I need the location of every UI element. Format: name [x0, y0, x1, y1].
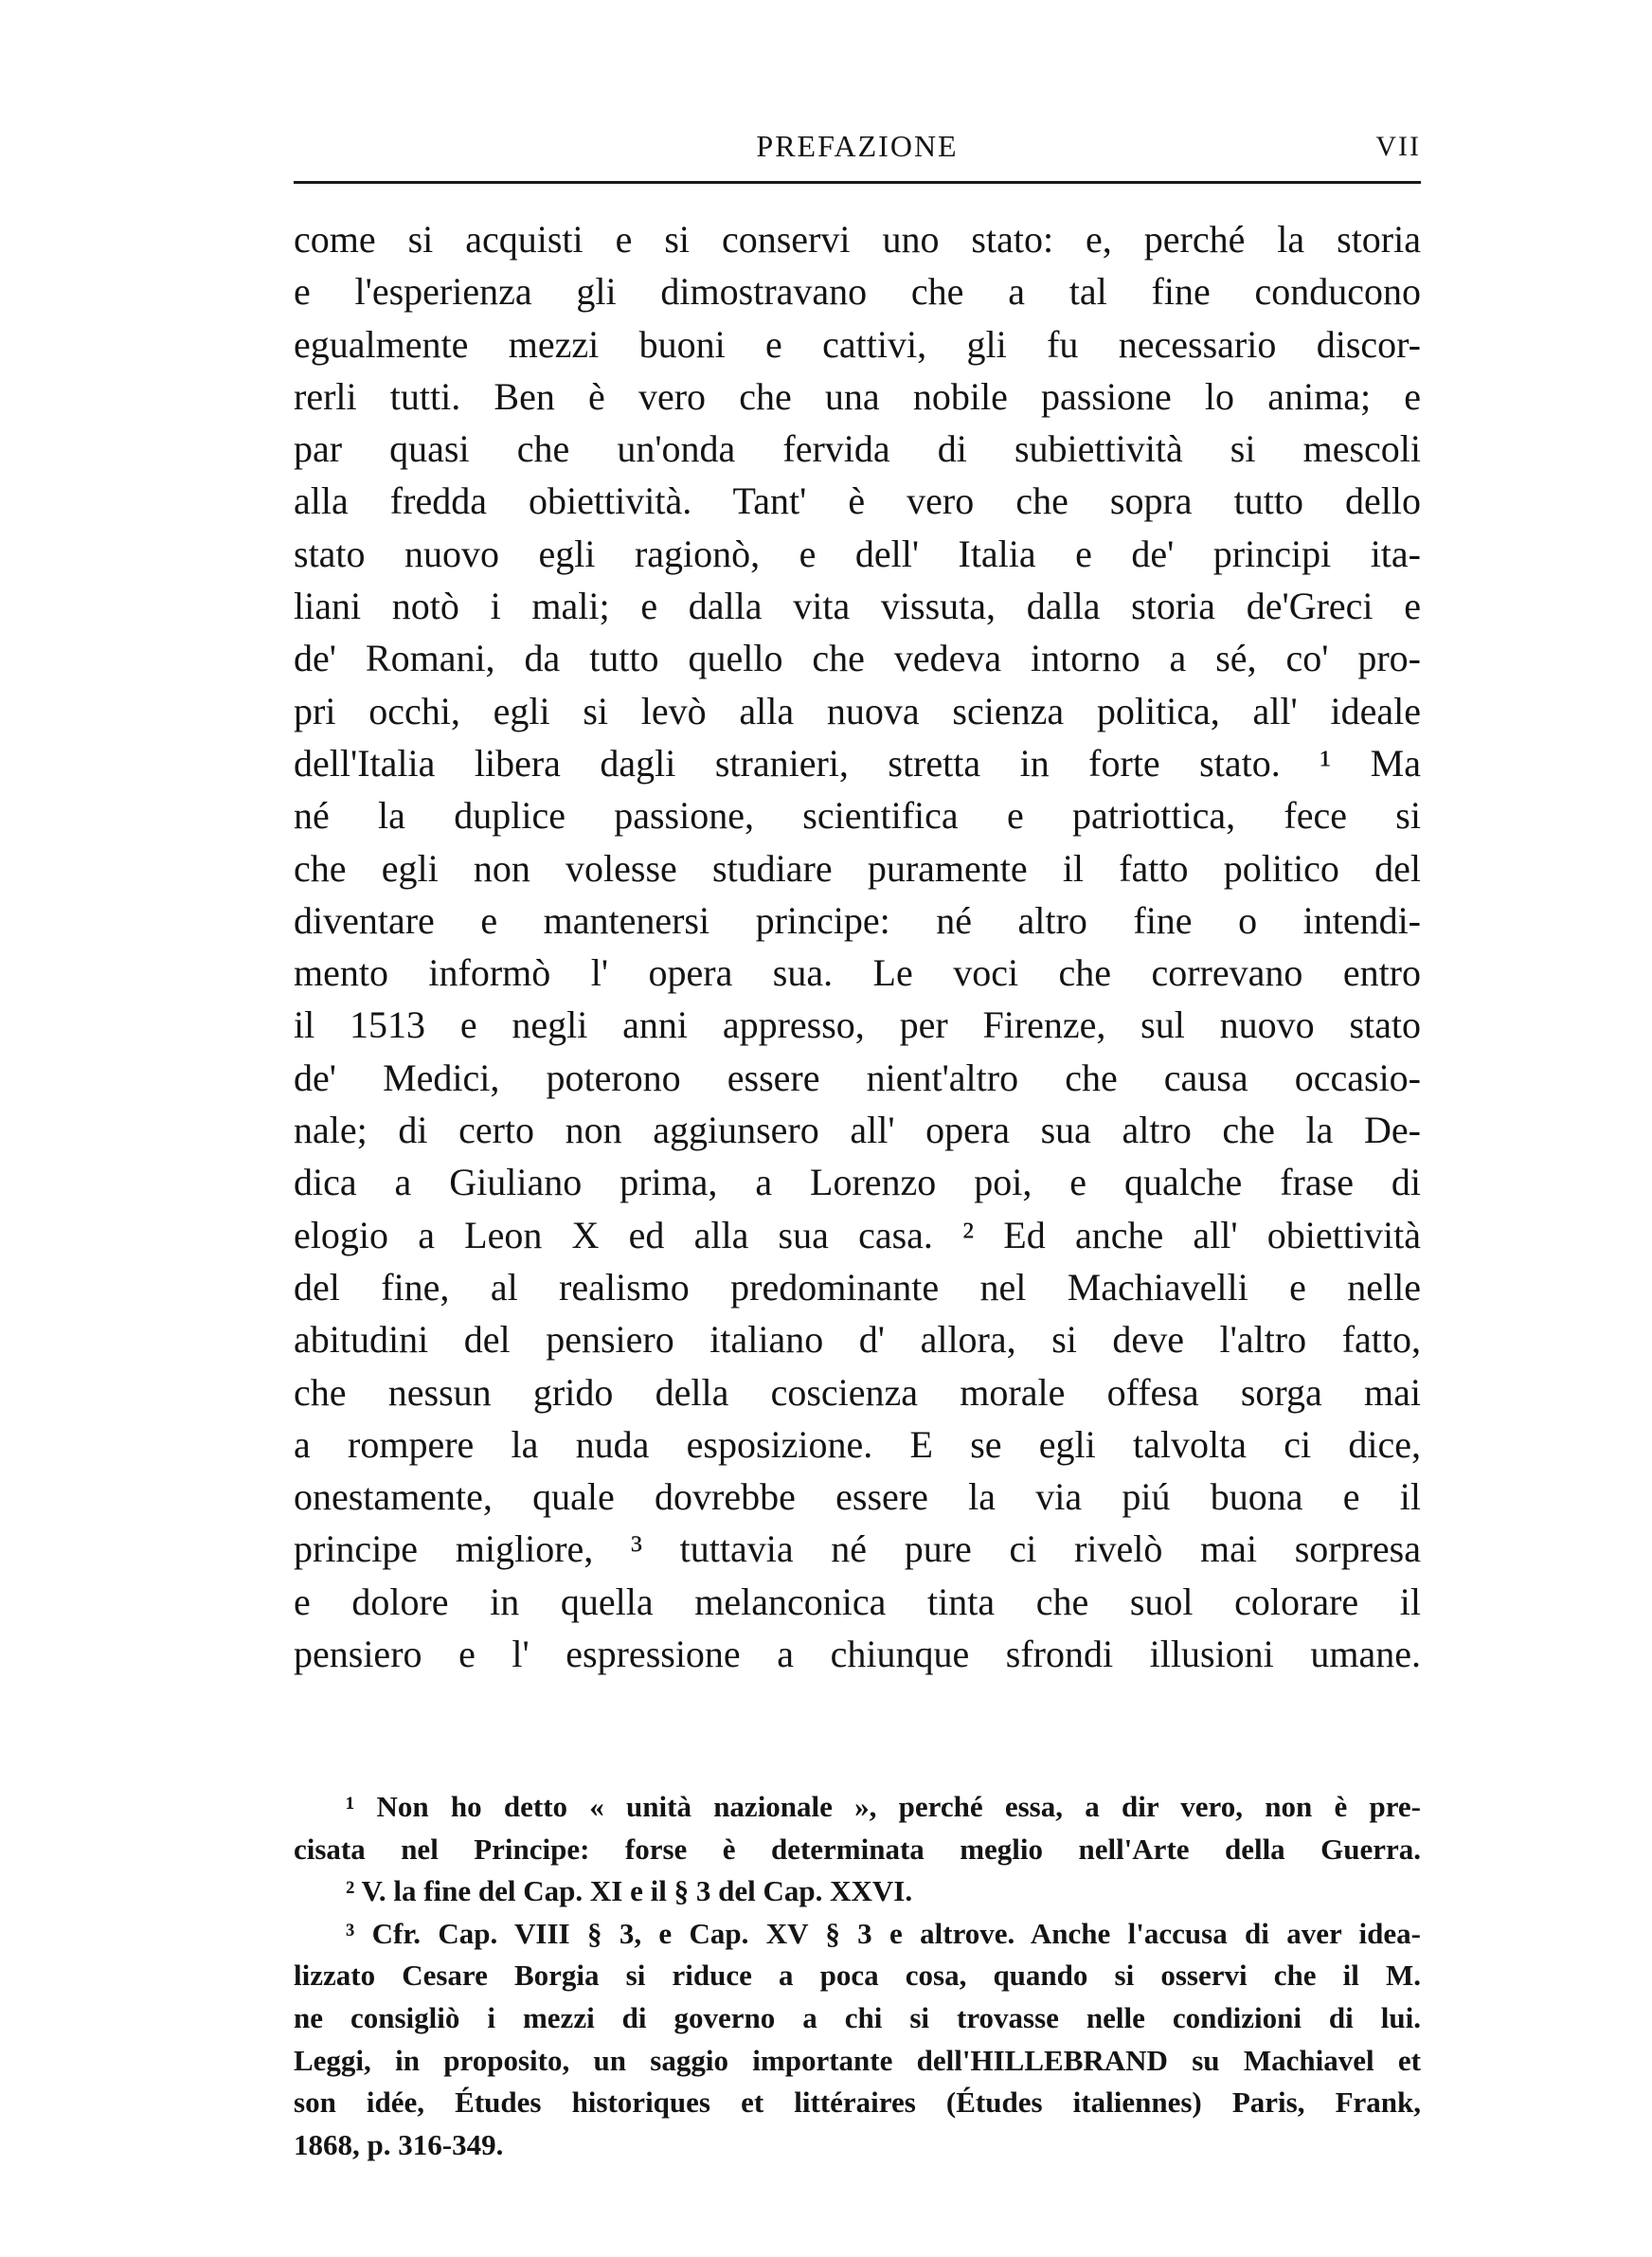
text-line: pri occhi, egli si levò alla nuova scienza politica, all' ideale: [294, 689, 1421, 732]
footnote-line: ³ Cfr. Cap. VIII § 3, e Cap. XV § 3 e altrove. Anche l'accusa di aver idea-: [346, 1916, 1421, 1950]
text-line: dell'Italia libera dagli stranieri, stretta in forte stato. ¹ Ma: [294, 741, 1421, 785]
text-line: de' Romani, da tutto quello che vedeva intorno a sé, co' pro-: [294, 637, 1421, 680]
footnotes: [294, 1786, 1421, 2166]
footnote-line: ¹ Non ho detto « unità nazionale », perché essa, a dir vero, non è pre-: [346, 1790, 1421, 1823]
running-title: PREFAZIONE: [756, 129, 959, 163]
footnote-line: ² V. la fine del Cap. XI e il § 3 del Cap. XXVI.: [346, 1874, 913, 1908]
text-line: nale; di certo non aggiunsero all' opera sua altro che la De-: [294, 1109, 1421, 1152]
text-line: abitudini del pensiero italiano d' allora, si deve l'altro fatto,: [294, 1318, 1421, 1362]
footnote-line: 1868, p. 316-349.: [294, 2127, 504, 2161]
text-line: dica a Giuliano prima, a Lorenzo poi, e qualche frase di: [294, 1161, 1421, 1204]
text-line: par quasi che un'onda fervida di subiettività si mescoli: [294, 427, 1421, 471]
body-text: [294, 213, 1421, 1680]
text-line: rerli tutti. Ben è vero che una nobile passione lo anima; e: [294, 374, 1421, 418]
text-line: onestamente, quale dovrebbe essere la via piú buona e il: [294, 1475, 1421, 1519]
text-line: liani notò i mali; e dalla vita vissuta, dalla storia de'Greci e: [294, 585, 1421, 628]
text-line: mento informò l' opera sua. Le voci che correvano entro: [294, 951, 1421, 995]
text-line: né la duplice passione, scientifica e patriottica, fece si: [294, 794, 1421, 838]
text-line: elogio a Leon X ed alla sua casa. ² Ed anche all' obiettività: [294, 1213, 1421, 1256]
text-line: il 1513 e negli anni appresso, per Firenze, sul nuovo stato: [294, 1003, 1421, 1047]
text-line: del fine, al realismo predominante nel Machiavelli e nelle: [294, 1265, 1421, 1309]
text-line: e dolore in quella melanconica tinta che suol colorare il: [294, 1580, 1421, 1623]
text-line: de' Medici, poterono essere nient'altro che causa occasio-: [294, 1056, 1421, 1099]
text-line: egualmente mezzi buoni e cattivi, gli fu necessario discor-: [294, 322, 1421, 366]
footnote-line: ne consigliò i mezzi di governo a chi si trovasse nelle condizioni di lui.: [294, 2000, 1421, 2034]
text-line: principe migliore, ³ tuttavia né pure ci rivelò mai sorpresa: [294, 1527, 1421, 1571]
text-line: stato nuovo egli ragionò, e dell' Italia e de' principi ita-: [294, 532, 1421, 575]
text-line: diventare e mantenersi principe: né altro fine o intendi-: [294, 898, 1421, 942]
page-number: VII: [1375, 131, 1421, 162]
header-rule: [294, 181, 1421, 184]
footnote-line: Leggi, in proposito, un saggio importante dell'HILLEBRAND su Machiavel et: [294, 2043, 1421, 2077]
running-header: [294, 129, 1421, 186]
text-line: a rompere la nuda esposizione. E se egli talvolta ci dice,: [294, 1422, 1421, 1466]
text-line: come si acquisti e si conservi uno stato: e, perché la storia: [294, 218, 1421, 261]
footnote-line: cisata nel Principe: forse è determinata meglio nell'Arte della Guerra.: [294, 1832, 1421, 1866]
text-line: e l'esperienza gli dimostravano che a tal fine conducono: [294, 270, 1421, 314]
text-line: che nessun grido della coscienza morale offesa sorga mai: [294, 1370, 1421, 1414]
text-line: che egli non volesse studiare puramente il fatto politico del: [294, 846, 1421, 890]
footnote-line: lizzato Cesare Borgia si riduce a poca cosa, quando si osservi che il M.: [294, 1959, 1421, 1993]
text-line: pensiero e l' espressione a chiunque sfrondi illusioni umane.: [294, 1633, 1421, 1676]
text-line: alla fredda obiettività. Tant' è vero che sopra tutto dello: [294, 479, 1421, 523]
footnote-line: son idée, Études historiques et littéraires (Études italiennes) Paris, Frank,: [294, 2085, 1421, 2120]
